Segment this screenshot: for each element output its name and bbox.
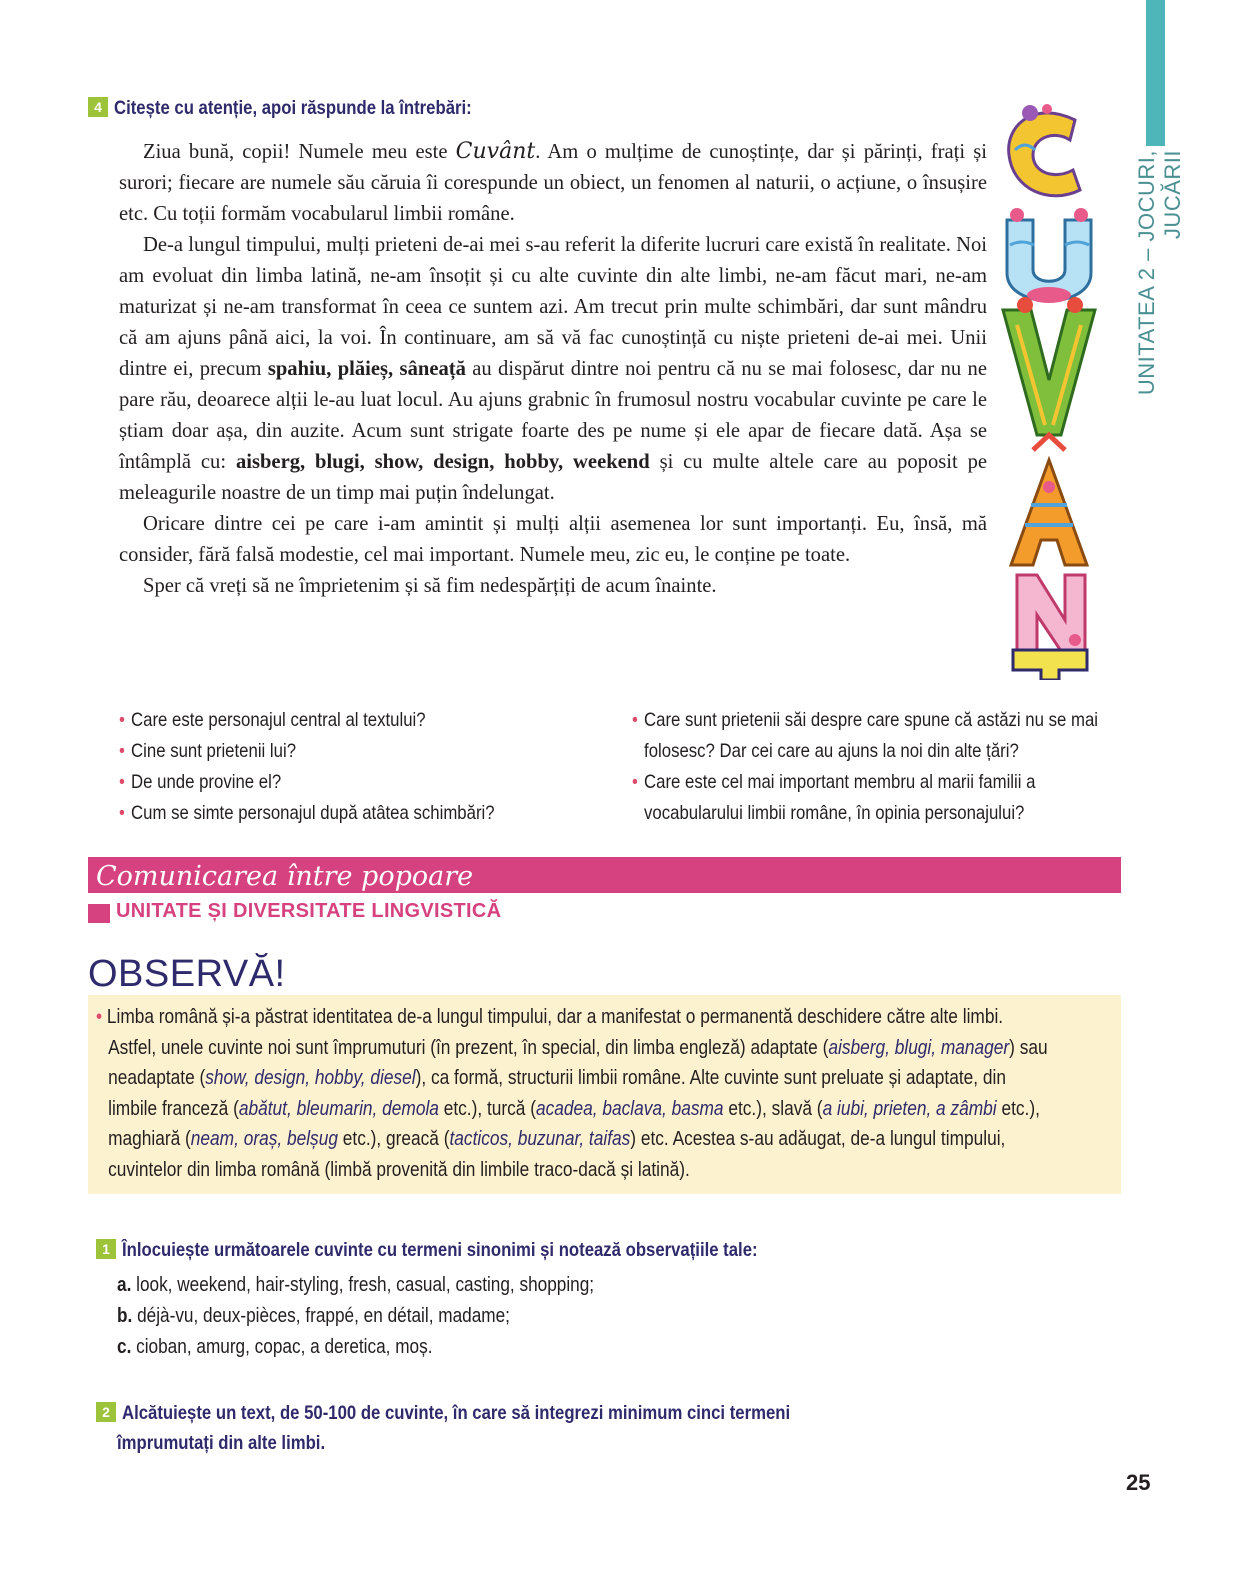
letter-n-illustration — [1017, 575, 1085, 660]
exercise-item: a. look, weekend, hair-styling, fresh, casual, casting, shopping; — [117, 1274, 595, 1296]
story-paragraph-4: Sper că vreți să ne împrietenim și să fim nedespărțiți de acum înainte. — [143, 575, 717, 597]
story-paragraph-2: De-a lungul timpului, mulți prieteni de-ai mei s-au referit la diferite lucruri care există în realitate. Noi am evoluat din limba latină, ne-am însoțit și cu alte cuvinte din alte limbi, ne-am făcut mari, ne-am maturizat și ne-am transformat în ceea ce suntem azi. Am trecut prin multe schimbări, dar sunt mândru că am ajuns până aici, la voi. În continuare, am să vă fac cunoștință cu niște prieteni de-ai mei. Unii dintre ei, precum spahiu, plăieș, sâneață au dispărut dintre noi pentru că nu se mai folosesc, dar nu ne pare rău, deoarece alții le-au luat locul. Au ajuns grabnic în frumosul nostru vocabular cuvinte pe care le știam doar așa, din auzite. Acum sunt strigate foarte des pe nume și ele apar de fiecare dată. Așa se întâmplă cu: aisberg, blugi, show, design, hobby, weekend și cu multe altele care au poposit pe meleagurile noastre de un timp mai puțin îndelungat. — [119, 234, 988, 504]
exercise-number-badge: 1 — [96, 1239, 116, 1259]
exercise-2-title-line-1: Alcătuiește un text, de 50-100 de cuvinte, în care să integrezi minimum cinci termeni — [122, 1403, 791, 1424]
task-number-badge: 4 — [88, 97, 108, 117]
exercise-1-heading — [96, 1239, 844, 1262]
task-title: Citește cu atenție, apoi răspunde la întrebări: — [114, 98, 472, 119]
note-line: maghiară (neam, oraș, belșug etc.), greacă (tacticos, buzunar, taifas) etc. Acestea s-au adăugat, de-a lungul timpului, — [108, 1128, 1006, 1150]
story-paragraph-3: Oricare dintre cei pe care i-am amintit și mulți alții asemenea lor sunt importanți. Eu, însă, mă consider, fără falsă modestie, cel mai important. Numele meu, zic eu, le conține pe toate. — [119, 513, 987, 566]
exercise-1-title: Înlocuiește următoarele cuvinte cu termeni sinonimi și notează observațiile tale: — [122, 1240, 758, 1261]
section-subtitle: UNITATE ȘI DIVERSITATE LINGVISTICĂ — [116, 900, 502, 922]
script-word: Cuvânt — [455, 139, 536, 164]
exercise-2-title-line-2: împrumutați din alte limbi. — [117, 1433, 326, 1454]
letter-a-circumflex-illustration — [1011, 435, 1087, 565]
subtitle-marker — [88, 904, 110, 923]
letter-c-illustration — [1009, 104, 1080, 196]
question-item: • Care sunt prietenii săi despre care spune că astăzi nu se mai — [632, 705, 1062, 736]
note-line: cuvintelor din limba română (limbă provenită din limbile traco-dacă și latină). — [108, 1158, 690, 1181]
exercise-item: b. déjà-vu, deux-pièces, frappé, en détail, madame; — [117, 1305, 510, 1327]
section-title: Comunicarea între popoare — [96, 861, 474, 892]
question-item-continued: • vocabularului limbii române, în opinia personajului? — [632, 798, 1062, 829]
letter-t-illustration — [1013, 650, 1087, 680]
note-line: limbile franceză (abătut, bleumarin, demola etc.), turcă (acadea, baclava, basma etc.), slavă (a iubi, prieten, a zâmbi etc.), — [108, 1097, 1040, 1120]
observa-note-text — [96, 1002, 1116, 1185]
story-text — [119, 136, 987, 602]
note-line: Astfel, unele cuvinte noi sunt împrumuturi (în prezent, în special, din limba engleză) adaptate (aisberg, blugi, manager) sau — [108, 1036, 1048, 1059]
exercise-item: c. cioban, amurg, copac, a deretica, moș. — [117, 1336, 433, 1358]
bullet-dot: • — [96, 1006, 107, 1028]
page-number: 25 — [1126, 1470, 1151, 1495]
question-item-continued: • folosesc? Dar cei care au ajuns la noi din alte țări? — [632, 736, 1062, 767]
question-item: • Cine sunt prietenii lui? — [119, 736, 532, 767]
exercise-1-items — [117, 1270, 672, 1363]
letter-v-illustration — [1003, 297, 1095, 435]
letter-u-illustration — [1007, 208, 1091, 303]
exercise-2-heading — [96, 1402, 881, 1425]
question-item: • Care este cel mai important membru al marii familii a — [632, 767, 1062, 798]
cuvant-letters-illustration — [995, 95, 1105, 680]
questions-right — [632, 705, 1132, 829]
task-4-heading — [88, 97, 521, 120]
unit-tab-bar — [1146, 0, 1165, 146]
note-line: neadaptate (show, design, hobby, diesel), ca formă, structurii limbii române. Alte cuvinte sunt preluate și adaptate, din — [108, 1067, 1006, 1089]
questions-left — [119, 705, 599, 829]
note-line: • Limba română și-a păstrat identitatea de-a lungul timpului, dar a manifestat o permanentă deschidere către alte limbi. — [96, 1006, 1004, 1028]
question-item: • Care este personajul central al textului? — [119, 705, 532, 736]
unit-tab-label: UNITATEA 2 – JOCURI, JUCĂRII — [1134, 150, 1185, 396]
observa-heading: OBSERVĂ! — [88, 953, 286, 995]
story-paragraph-1: Ziua bună, copii! Numele meu este Cuvânt. Am o mulțime de cunoștințe, dar și părinți, frați și surori; fiecare are numele său căruia îi corespunde un obiect, un fenomen al naturii, o acțiune, o însușire etc. Cu toții formăm vocabularul limbii române. — [119, 139, 987, 225]
question-item: • De unde provine el? — [119, 767, 532, 798]
exercise-number-badge: 2 — [96, 1402, 116, 1422]
question-item: • Cum se simte personajul după atâtea schimbări? — [119, 798, 532, 829]
